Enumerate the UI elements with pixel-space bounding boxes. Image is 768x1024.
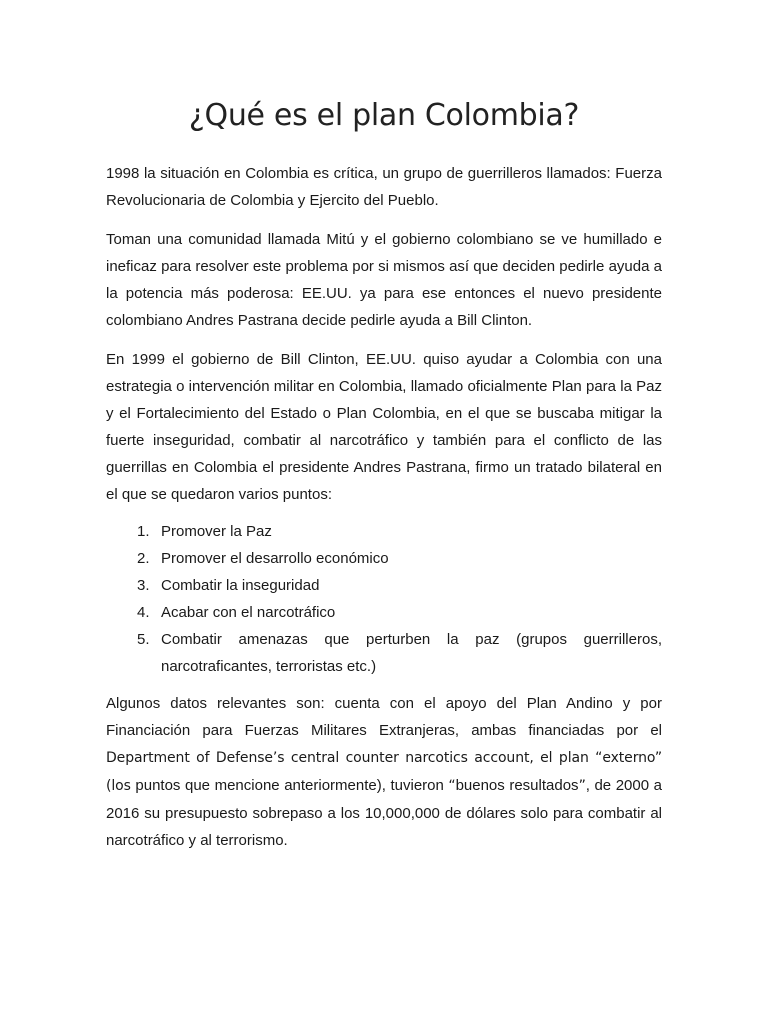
list-number: 3. [137, 577, 150, 594]
list-text: Acabar con el narcotráfico [161, 604, 336, 621]
list-item [106, 518, 662, 545]
list-number: 5. [137, 631, 150, 648]
paragraph-datos-part7: , de 2000 a 2016 su presupuesto sobrepaso a los 10,000,000 de dólares solo para combatir al narcotráfico y al terrorismo. [106, 777, 662, 849]
paragraph-intro: 1998 la situación en Colombia es crítica, un grupo de guerrilleros llamados: Fuerza Revolucionaria de Colombia y Ejercito del Pueblo. [106, 165, 662, 209]
paragraph-datos-part2: Department of Defense’s central counter narcotics account, el plan “externo” (los [106, 750, 662, 794]
paragraph-datos-part3: puntos que mencione anteriormente), tuvieron [130, 777, 449, 794]
page-title: ¿Qué es el plan Colombia? [188, 98, 580, 133]
list-number: 2. [137, 550, 150, 567]
list-text: Promover la Paz [161, 523, 272, 540]
list-item [106, 599, 662, 626]
paragraph-datos-part4: “ [448, 778, 456, 794]
list-item [106, 572, 662, 599]
list-item [106, 545, 662, 572]
list-text: Combatir amenazas que perturben la paz (grupos guerrilleros, narcotraficantes, terroristas etc.) [161, 631, 662, 675]
paragraph-datos-part5: buenos resultados [455, 777, 579, 794]
paragraph-1999: En 1999 el gobierno de Bill Clinton, EE.UU. quiso ayudar a Colombia con una estrategia o intervención militar en Colombia, llamado oficialmente Plan para la Paz y el Fortalecimiento del Estado o Plan Colombia, en el que se buscaba mitigar la fuerte inseguridad, combatir al narcotráfico y también para el conflicto de las guerrillas en Colombia el presidente Andres Pastrana, firmo un tratado bilateral en el que se quedaron varios puntos: [106, 351, 662, 503]
list-text: Combatir la inseguridad [161, 577, 320, 594]
paragraph-mitu: Toman una comunidad llamada Mitú y el gobierno colombiano se ve humillado e ineficaz para resolver este problema por si mismos así que deciden pedirle ayuda a la potencia más poderosa: EE.UU. ya para ese entonces el nuevo presidente colombiano Andres Pastrana decide pedirle ayuda a Bill Clinton. [106, 231, 662, 329]
paragraph-datos-part6: ” [578, 778, 586, 794]
points-list [106, 518, 662, 680]
list-item [106, 626, 662, 680]
paragraph-datos [106, 690, 662, 854]
list-text: Promover el desarrollo económico [161, 550, 389, 567]
list-number: 1. [137, 523, 150, 540]
list-number: 4. [137, 604, 150, 621]
paragraph-datos-part1: Algunos datos relevantes son: cuenta con el apoyo del Plan Andino y por Financiación para Fuerzas Militares Extranjeras, ambas financiadas por el [106, 695, 662, 739]
